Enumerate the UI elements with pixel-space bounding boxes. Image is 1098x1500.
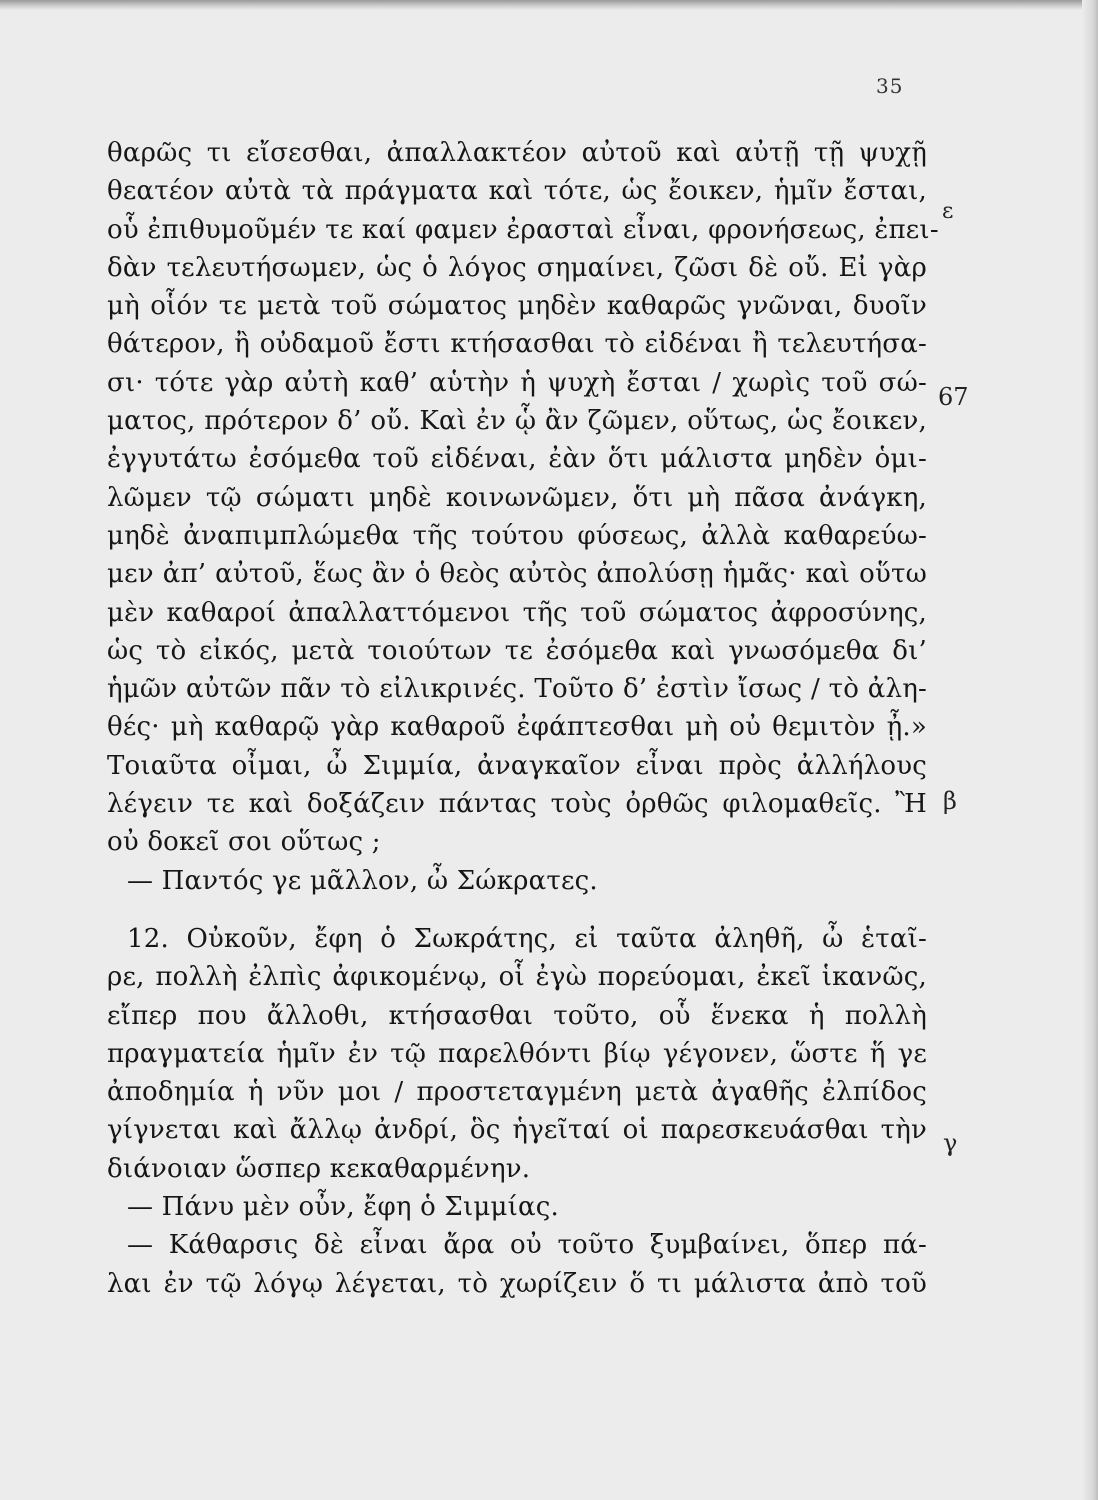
dialogue-line: — Παντός γε μᾶλλον, ὦ Σώκρατες. [127, 865, 598, 896]
text-line: ἀποδημία ἡ νῦν μοι / προστεταγμένη μετὰ ἀγαθῆς ἐλπίδος [107, 1077, 927, 1108]
text-line: θεατέον αὐτὰ τὰ πράγματα καὶ τότε, ὡς ἔοικεν, ἡμῖν ἔσται, [107, 176, 927, 207]
scan-top-edge [0, 0, 1098, 10]
text-line: Τοιαῦτα οἶμαι, ὦ Σιμμία, ἀναγκαῖον εἶναι πρὸς ἀλλήλους [107, 750, 927, 781]
text-line: μηδὲ ἀναπιμπλώμεθα τῆς τούτου φύσεως, ἀλλὰ καθαρεύω- [107, 520, 927, 551]
text-line: λαι ἐν τῷ λόγῳ λέγεται, τὸ χωρίζειν ὅ τι μάλιστα ἀπὸ τοῦ [107, 1268, 927, 1299]
text-line: ἐγγυτάτω ἐσόμεθα τοῦ εἰδέναι, ἐὰν ὅτι μάλιστα μηδὲν ὁμι- [107, 444, 927, 475]
margin-marker-beta: β [943, 787, 957, 815]
dialogue-line: — Πάνυ μὲν οὖν, ἔφη ὁ Σιμμίας. [127, 1192, 559, 1223]
text-line: γίγνεται καὶ ἄλλῳ ἀνδρί, ὃς ἡγεῖταί οἱ παρεσκευάσθαι τὴν [107, 1115, 927, 1146]
text-line: οὐ δοκεῖ σοι οὕτως ; [107, 827, 381, 858]
text-line: θαρῶς τι εἴσεσθαι, ἀπαλλακτέον αὐτοῦ καὶ αὐτῇ τῇ ψυχῇ [107, 138, 927, 168]
text-line: ὡς τὸ εἰκός, μετὰ τοιούτων τε ἐσόμεθα καὶ γνωσόμεθα δι’ [107, 635, 927, 666]
text-line: θές· μὴ καθαρῷ γὰρ καθαροῦ ἐφάπτεσθαι μὴ οὐ θεμιτὸν ᾖ.» [107, 712, 927, 743]
text-line: δὰν τελευτήσωμεν, ὡς ὁ λόγος σημαίνει, ζῶσι δὲ οὔ. Εἰ γὰρ [107, 252, 927, 283]
text-line: μεν ἀπ’ αὐτοῦ, ἕως ἂν ὁ θεὸς αὐτὸς ἀπολύσῃ ἡμᾶς· καὶ οὕτω [107, 559, 927, 590]
text-line: πραγματεία ἡμῖν ἐν τῷ παρελθόντι βίῳ γέγονεν, ὥστε ἥ γε [107, 1038, 927, 1069]
text-line: θάτερον, ἢ οὐδαμοῦ ἔστι κτήσασθαι τὸ εἰδέναι ἢ τελευτήσα- [107, 329, 927, 360]
text-line: λέγειν τε καὶ δοξάζειν πάντας τοὺς ὀρθῶς φιλομαθεῖς. Ἢ [107, 789, 927, 820]
body-text [107, 134, 939, 1303]
scan-right-edge [1082, 0, 1098, 1500]
page-number: 35 [876, 74, 904, 98]
text-line: οὗ ἐπιθυμοῦμέν τε καί φαμεν ἐρασταὶ εἶναι, φρονήσεως, ἐπει- [107, 214, 939, 245]
margin-marker-gamma: γ [943, 1129, 958, 1157]
text-line: μὲν καθαροί ἀπαλλαττόμενοι τῆς τοῦ σώματος ἀφροσύνης, [107, 597, 927, 628]
text-line: εἴπερ που ἄλλοθι, κτήσασθαι τοῦτο, οὗ ἕνεκα ἡ πολλὴ [107, 1000, 927, 1031]
text-line: λῶμεν τῷ σώματι μηδὲ κοινωνῶμεν, ὅτι μὴ πᾶσα ἀνάγκη, [107, 482, 927, 513]
section-start-line: 12. Οὐκοῦν, ἔφη ὁ Σωκράτης, εἰ ταῦτα ἀληθῆ, ὦ ἑταῖ- [127, 923, 927, 954]
text-line: σι· τότε γὰρ αὐτὴ καθ’ αὑτὴν ἡ ψυχὴ ἔσται / χωρὶς τοῦ σώ- [107, 367, 927, 398]
margin-marker-67: 67 [938, 383, 969, 411]
text-line: ἡμῶν αὐτῶν πᾶν τὸ εἰλικρινές. Τοῦτο δ’ ἐστὶν ἴσως / τὸ ἀλη- [107, 674, 927, 705]
text-line: μὴ οἷόν τε μετὰ τοῦ σώματος μηδὲν καθαρῶς γνῶναι, δυοῖν [107, 291, 927, 322]
text-line: ματος, πρότερον δ’ οὔ. Καὶ ἐν ᾧ ἂν ζῶμεν, οὕτως, ὡς ἔοικεν, [107, 406, 927, 437]
text-line: ρε, πολλὴ ἐλπὶς ἀφικομένῳ, οἷ ἐγὼ πορεύομαι, ἐκεῖ ἱκανῶς, [107, 962, 927, 993]
dialogue-line: — Κάθαρσις δὲ εἶναι ἄρα οὐ τοῦτο ξυμβαίνει, ὅπερ πά- [127, 1230, 927, 1261]
text-line: διάνοιαν ὥσπερ κεκαθαρμένην. [107, 1153, 531, 1184]
margin-marker-epsilon: ε [942, 199, 954, 224]
